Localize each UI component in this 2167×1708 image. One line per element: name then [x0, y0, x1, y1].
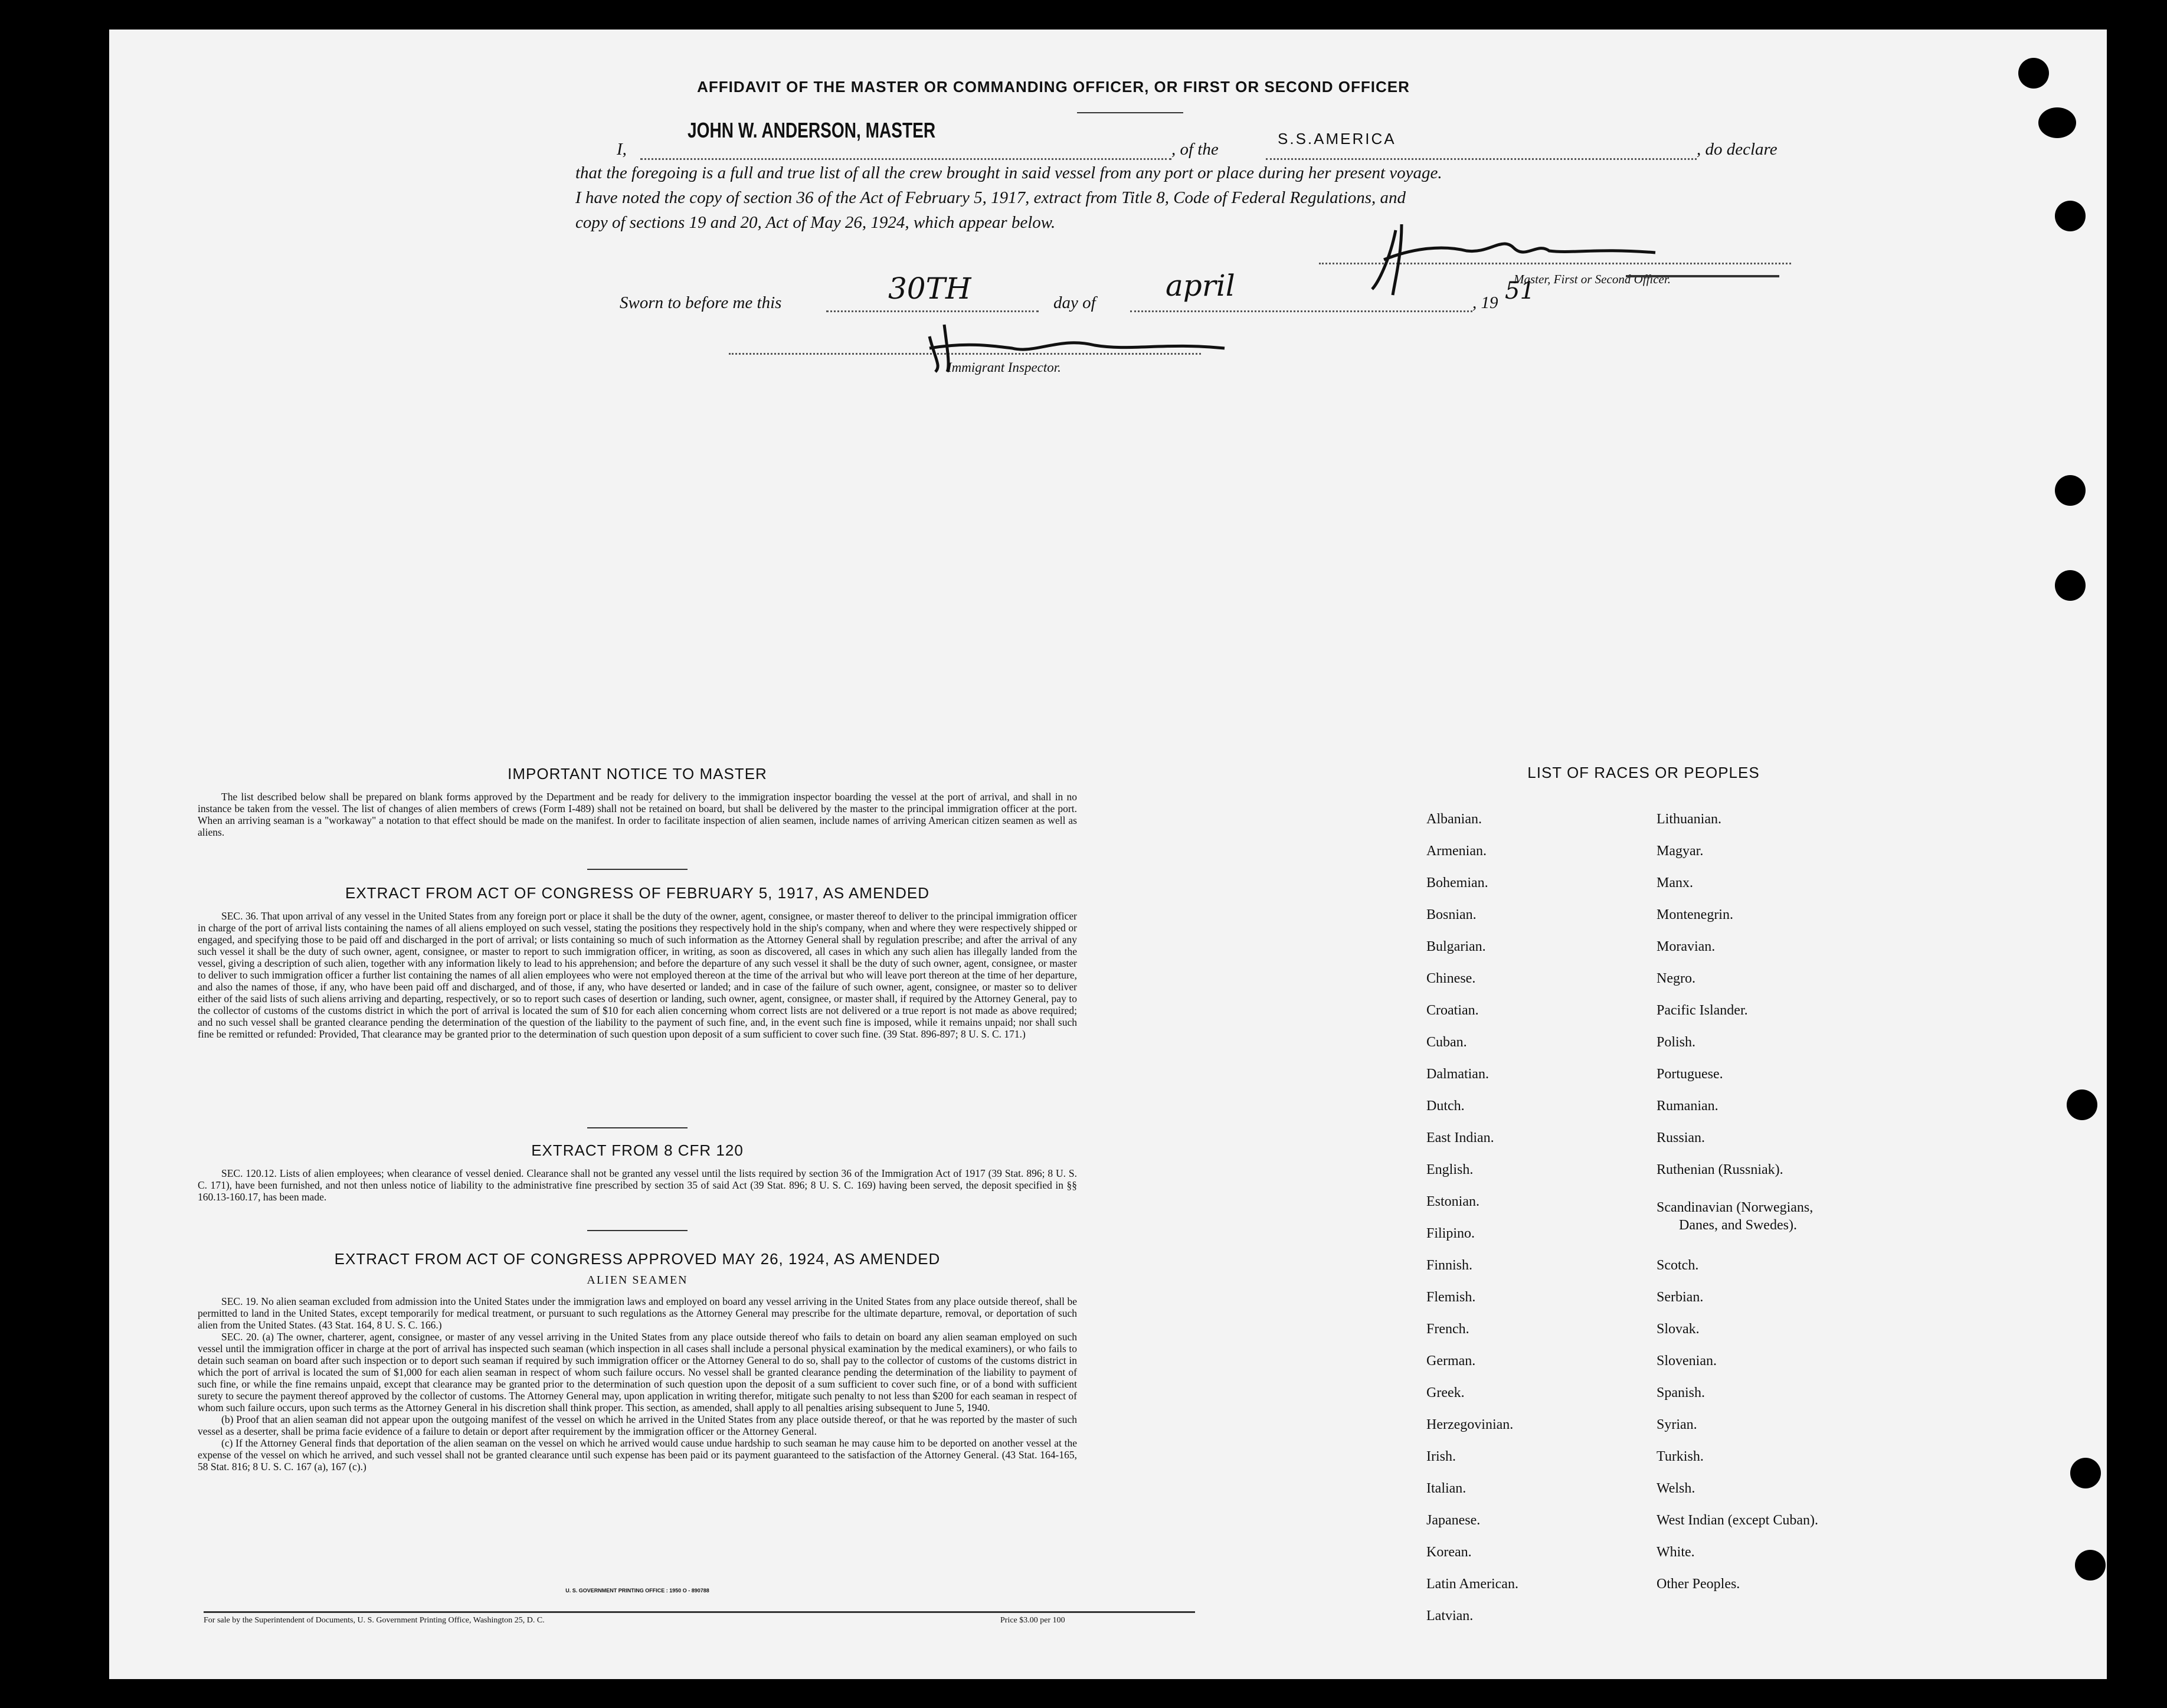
race-item: French.	[1426, 1321, 1469, 1337]
race-item: Bosnian.	[1426, 907, 1477, 922]
race-item: Slovak.	[1657, 1321, 1700, 1337]
race-item: Italian.	[1426, 1481, 1467, 1496]
race-item: German.	[1426, 1353, 1476, 1369]
vessel-name: S.S.AMERICA	[1278, 130, 1396, 148]
race-item: Japanese.	[1426, 1513, 1481, 1528]
punch-hole	[2038, 107, 2076, 138]
footer-rule	[204, 1611, 1195, 1613]
master-caption: Master, First or Second Officer.	[1514, 272, 1671, 286]
race-item: White.	[1657, 1545, 1695, 1560]
race-item: Dalmatian.	[1426, 1066, 1489, 1082]
race-item: Russian.	[1657, 1130, 1706, 1146]
race-item: Portuguese.	[1657, 1066, 1723, 1082]
race-item: Bohemian.	[1426, 875, 1488, 891]
race-item: East Indian.	[1426, 1130, 1494, 1146]
race-item: Latvian.	[1426, 1608, 1474, 1624]
punch-hole	[2070, 1458, 2101, 1488]
race-item: Estonian.	[1426, 1194, 1479, 1209]
race-item: Turkish.	[1657, 1449, 1704, 1464]
race-item: Chinese.	[1426, 971, 1476, 986]
punch-hole	[2055, 201, 2086, 231]
sec-20b: (b) Proof that an alien seaman did not appear upon the outgoing manifest of the vessel on which he arrived in the United States from any place outside thereof, or that he was reported by the master of such vessel as a deserter, shall be prima facie evidence of a failure to detain or deport after requirement by the immigration officer or the Attorney General.	[198, 1413, 1077, 1437]
sec-19: SEC. 19. No alien seaman excluded from admission into the United States under the immigration laws and employed on board any vessel arriving in the United States from any place outside thereof, shall be permitted to land in the United States, except temporarily for medical treatment, or pursuant to such regulations as the Attorney General may prescribe for the ultimate departure, removal, or deportation of such alien from the United States. (43 Stat. 164, 8 U. S. C. 166.)	[198, 1295, 1077, 1331]
race-item: Filipino.	[1426, 1226, 1475, 1241]
race-item: Syrian.	[1657, 1417, 1697, 1432]
race-item: Greek.	[1426, 1385, 1465, 1401]
race-item: Bulgarian.	[1426, 939, 1486, 954]
race-item: Irish.	[1426, 1449, 1456, 1464]
i-label: I,	[617, 140, 627, 159]
title-divider	[1077, 112, 1183, 113]
affidavit-text-3: copy of sections 19 and 20, Act of May 26, 1924, which appear below.	[575, 213, 1056, 232]
extract-1924-subtitle: ALIEN SEAMEN	[587, 1274, 688, 1287]
extract-1917-body: SEC. 36. That upon arrival of any vessel in the United States from any foreign port or place it shall be the duty of the owner, agent, consignee, or master thereof to deliver to the principal immigration officer in charge of the port of arrival lists containing the names of all aliens employed on such vessel, stating the positions they respectively hold in the ship's company, when and where they were respectively shipped or engaged, and specifying those to be paid off and discharged in the port of arrival; or lists containing so much of such information as the Attorney General shall by regulation prescribe; and after the arrival of any such vessel it shall be the duty of such owner, agent, consignee, or master to report to such immigration officer, in writing, as soon as discovered, all cases in which any such alien has illegally landed from the vessel, giving a description of such alien, together with any information likely to lead to his apprehension; and before the departure of any such vessel it shall be the duty of such owner, agent, consignee, or master to deliver to such immigration officer a further list containing the names of all alien employees who were not employed thereon at the time of the arrival but who will leave port thereon at the time of her departure, and also the names of those, if any, who have been paid off and discharged, and of those, if any, who have deserted or landed; and in case of the failure of such owner, agent, consignee, or master so to deliver either of the said lists of such aliens arriving and departing, respectively, or so to report such cases of desertion or landing, such owner, agent, consignee, or master shall, if required by the Attorney General, pay to the collector of customs of the customs district in which the port of arrival is located the sum of $10 for each alien concerning whom correct lists are not delivered or a true report is not made as above required; and no such vessel shall be granted clearance pending the determination of the question of the liability to the payment of such fine, and, in the event such fine is imposed, while it remains unpaid; nor shall such fine be remitted or refunded: Provided, That clearance may be granted prior to the determination of such question upon deposit of a sum sufficient to cover such fine. (39 Stat. 896-897; 8 U. S. C. 171.)	[198, 910, 1077, 1040]
race-item: Moravian.	[1657, 939, 1716, 954]
race-item: Flemish.	[1426, 1290, 1476, 1305]
race-item: Negro.	[1657, 971, 1695, 986]
race-item: Latin American.	[1426, 1576, 1518, 1592]
race-item: Finnish.	[1426, 1258, 1473, 1273]
punch-hole	[2055, 475, 2086, 506]
sworn-day: 30TH	[888, 271, 971, 306]
race-item: Slovenian.	[1657, 1353, 1717, 1369]
sec-20a: SEC. 20. (a) The owner, charterer, agent, consignee, or master of any vessel arriving in the United States from any place outside thereof who fails to detain on board any alien seaman employed on such vessel until the immigration officer in charge at the port of arrival has inspected such seaman (which inspection in all cases shall include a personal physical examination by the medical examiners), or who fails to detain such seaman on board after such inspection or to deport such seaman if required by such immigration officer or the Attorney General to do so, shall pay to the collector of customs of the customs district in which the port of arrival is located the sum of $1,000 for each alien seaman in respect of whom such failure occurs. No vessel shall be granted clearance pending the determination of the liability to payment of such fine, or while the fine remains unpaid, except that clearance may be granted prior to the determination of such question upon the deposit of a sum sufficient to cover such fine, or of a bond with sufficient surety to secure the payment thereof approved by the collector of customs. The Attorney General may, upon application in writing therefor, mitigate such penalty to not less than $200 for each seaman in respect of whom such failure occurs, upon such terms as the Attorney General in his discretion shall think proper. This section, as amended, shall apply to all penalties arising subsequent to June 5, 1940.	[198, 1331, 1077, 1413]
race-item: Armenian.	[1426, 843, 1487, 859]
race-item: Cuban.	[1426, 1035, 1467, 1050]
punch-hole	[2055, 570, 2086, 601]
race-item: Polish.	[1657, 1035, 1696, 1050]
extract-1917-title: EXTRACT FROM ACT OF CONGRESS OF FEBRUARY 5, 1917, AS AMENDED	[345, 884, 929, 902]
race-item: Serbian.	[1657, 1290, 1704, 1305]
race-item: Montenegrin.	[1657, 907, 1733, 922]
affidavit-text-1: that the foregoing is a full and true list of all the crew brought in said vessel from any port or place during her present voyage.	[575, 163, 1442, 182]
divider-3	[587, 1230, 688, 1231]
race-item: Other Peoples.	[1657, 1576, 1740, 1592]
day-line	[826, 310, 1039, 312]
name-line	[640, 158, 1171, 160]
master-signature	[1360, 218, 1738, 307]
race-item: Albanian.	[1426, 812, 1482, 827]
race-item: Danes, and Swedes).	[1679, 1218, 1797, 1233]
race-item: Spanish.	[1657, 1385, 1706, 1401]
of-the-label: , of the	[1171, 140, 1219, 159]
sec-20c: (c) If the Attorney General finds that deportation of the alien seaman on the vessel on which he arrived would cause undue hardship to such seaman he may cause him to be deported on another vessel at the expense of the vessel on which he arrived, and such vessel shall not be granted clearance until such expense has been paid or its payment guaranteed to the satisfaction of the Attorney General. (43 Stat. 164-165, 58 Stat. 816; 8 U. S. C. 167 (a), 167 (c).)	[198, 1437, 1077, 1473]
year-prefix: , 19	[1472, 293, 1498, 312]
document-sheet	[109, 30, 2107, 1679]
day-of-label: day of	[1053, 293, 1096, 312]
strike-through	[1626, 275, 1779, 277]
price-note: Price $3.00 per 100	[1000, 1616, 1065, 1625]
races-title: LIST OF RACES OR PEOPLES	[1527, 764, 1760, 781]
for-sale-note: For sale by the Superintendent of Documents, U. S. Government Printing Office, Washington 25, D. C.	[204, 1616, 545, 1625]
race-item: Dutch.	[1426, 1098, 1465, 1114]
vessel-line	[1266, 158, 1697, 160]
master-name-stamp: JOHN W. ANDERSON, MASTER	[688, 118, 936, 142]
race-item: Herzegovinian.	[1426, 1417, 1514, 1432]
extract-1924-title: EXTRACT FROM ACT OF CONGRESS APPROVED MAY 26, 1924, AS AMENDED	[334, 1250, 941, 1268]
month-line	[1130, 310, 1472, 312]
race-item: Welsh.	[1657, 1481, 1695, 1496]
sworn-year: 51	[1505, 277, 1535, 305]
race-item: Korean.	[1426, 1545, 1472, 1560]
divider-1	[587, 869, 688, 870]
race-item: Scandinavian (Norwegians,	[1657, 1200, 1814, 1215]
inspector-caption: Immigrant Inspector.	[947, 360, 1061, 375]
race-item: Rumanian.	[1657, 1098, 1718, 1114]
race-item: West Indian (except Cuban).	[1657, 1513, 1818, 1528]
race-item: Pacific Islander.	[1657, 1003, 1748, 1018]
punch-hole	[2075, 1550, 2106, 1581]
extract-1924-body	[198, 1295, 1077, 1473]
sworn-month: april	[1166, 269, 1235, 303]
race-item: Manx.	[1657, 875, 1693, 891]
punch-hole	[2067, 1089, 2097, 1120]
divider-2	[587, 1127, 688, 1128]
sworn-label: Sworn to before me this	[620, 293, 782, 312]
gpo-imprint: U. S. GOVERNMENT PRINTING OFFICE : 1950 O - 890788	[565, 1588, 709, 1594]
extract-cfr-body: SEC. 120.12. Lists of alien employees; when clearance of vessel denied. Clearance shall not be granted any vessel until the lists required by section 36 of the Immigration Act of 1917 (39 Stat. 896; 8 U. S. C. 171), have been furnished, and not then unless notice of liability to the administrative fine prescribed by section 35 of said Act (39 Stat. 896; 8 U. S. C. 169) having been served, the deposit specified in §§ 160.13-160.17, has been made.	[198, 1167, 1077, 1203]
race-item: Ruthenian (Russniak).	[1657, 1162, 1783, 1177]
punch-hole	[2018, 58, 2049, 89]
extract-cfr-title: EXTRACT FROM 8 CFR 120	[531, 1141, 744, 1159]
notice-title: IMPORTANT NOTICE TO MASTER	[508, 765, 767, 783]
declare-label: , do declare	[1697, 140, 1778, 159]
affidavit-text-2: I have noted the copy of section 36 of the Act of February 5, 1917, extract from Title 8, Code of Federal Regulations, and	[575, 188, 1406, 207]
race-item: Scotch.	[1657, 1258, 1699, 1273]
race-item: Croatian.	[1426, 1003, 1479, 1018]
notice-body: The list described below shall be prepared on blank forms approved by the Department and be ready for delivery to the immigration inspector boarding the vessel at the port of arrival, and shall in no instance be taken from the vessel. The list of changes of alien members of crews (Form I-489) shall not be retained on board, but shall be delivered by the master to the principal immigration officer at the port. When an arriving seaman is a "workaway" a notation to that effect should be made on the manifest. In order to facilitate inspection of alien seamen, include names of arriving American citizen seamen as well as aliens.	[198, 791, 1077, 838]
affidavit-title: AFFIDAVIT OF THE MASTER OR COMMANDING OFFICER, OR FIRST OR SECOND OFFICER	[697, 78, 1410, 96]
race-item: Magyar.	[1657, 843, 1704, 859]
race-item: English.	[1426, 1162, 1474, 1177]
race-item: Lithuanian.	[1657, 812, 1721, 827]
